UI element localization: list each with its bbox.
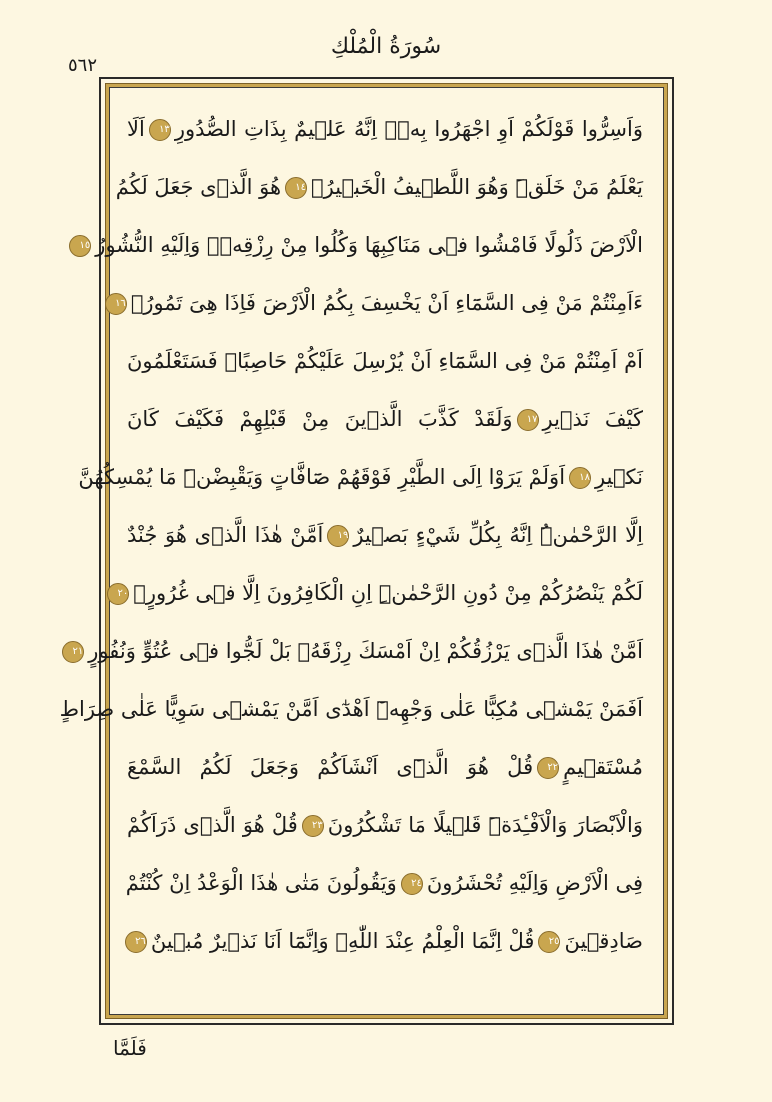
ayah-marker: ١٤ bbox=[285, 177, 307, 199]
text-line: وَالْاَبْصَارَ وَالْاَفْـِٔدَةَۜ قَلٖيلًا مَا تَشْكُرُونَ٢٣قُلْ هُوَ الَّذٖى ذَرَاَكُمْ bbox=[127, 813, 643, 837]
text-line: اَفَمَنْ يَمْشٖى مُكِبًّا عَلٰى وَجْهِهٖٓ اَهْدٰٓى اَمَّنْ يَمْشٖى سَوِيًّا عَلٰى صِرَاطٍ bbox=[59, 697, 643, 721]
page-number: ٥٦٢ bbox=[68, 55, 98, 76]
ayah-marker: ١٦ bbox=[105, 293, 127, 315]
text-line: كَيْفَ نَذٖيرِ١٧وَلَقَدْ كَذَّبَ الَّذٖينَ مِنْ قَبْلِهِمْ فَكَيْفَ كَانَ bbox=[127, 407, 643, 431]
text-line: اَمَّنْ هٰذَا الَّذٖى يَرْزُقُكُمْ اِنْ اَمْسَكَ رِزْقَهُۚ بَلْ لَجُّوا فٖى عُتُوٍّ وَنُفُورٍ٢١ bbox=[127, 622, 643, 680]
text-line: اِلَّا الرَّحْمٰنُۜ اِنَّهُ بِكُلِّ شَيْءٍ بَصٖيرٌ١٩اَمَّنْ هٰذَا الَّذٖى هُوَ جُنْدٌ bbox=[127, 523, 643, 547]
ayah-marker: ١٨ bbox=[569, 467, 591, 489]
ayah-marker: ٢١ bbox=[62, 641, 84, 663]
ayah-marker: ١٥ bbox=[69, 235, 91, 257]
text-line: نَكٖيرِ١٨اَوَلَمْ يَرَوْا اِلَى الطَّيْرِ فَوْقَهُمْ صَٓافَّاتٍ وَيَقْبِضْنَۜ مَا يُمْسِكُهُنَّ bbox=[78, 465, 643, 489]
ayah-marker: ١٩ bbox=[327, 525, 349, 547]
text-line: وَاَسِرُّوا قَوْلَكُمْ اَوِ اجْهَرُوا بِهٖۜ اِنَّهُ عَلٖيمٌ بِذَاتِ الصُّدُورِ١٣اَلَا bbox=[127, 117, 643, 141]
text-line: مُسْتَقٖيمٍ٢٢قُلْ هُوَ الَّذٖٓى اَنْشَاَكُمْ وَجَعَلَ لَكُمُ السَّمْعَ bbox=[127, 755, 643, 779]
ayah-marker: ١٧ bbox=[517, 409, 539, 431]
ayah-marker: ٢٤ bbox=[401, 873, 423, 895]
verse-text-block bbox=[59, 100, 643, 970]
ayah-marker: ٢٥ bbox=[538, 931, 560, 953]
text-line: يَعْلَمُ مَنْ خَلَقَۜ وَهُوَ اللَّطٖيفُ الْخَبٖيرُ۟١٤هُوَ الَّذٖى جَعَلَ لَكُمُ bbox=[115, 175, 643, 199]
text-line: اَمْ اَمِنْتُمْ مَنْ فِى السَّمَٓاءِ اَنْ يُرْسِلَ عَلَيْكُمْ حَاصِبًاۜ فَسَتَعْلَمُونَ bbox=[127, 349, 643, 373]
surah-title: سُورَةُ الْمُلْكِ bbox=[330, 34, 442, 59]
text-line: فِى الْاَرْضِ وَاِلَيْهِ تُحْشَرُونَ٢٤وَيَقُولُونَ مَتٰى هٰذَا الْوَعْدُ اِنْ كُنْتُمْ bbox=[125, 871, 643, 895]
text-line: لَكُمْ يَنْصُرُكُمْ مِنْ دُونِ الرَّحْمٰنِۜ اِنِ الْكَافِرُونَ اِلَّا فٖى غُرُورٍۚ٢٠ bbox=[127, 564, 643, 622]
text-line: صَادِقٖينَ٢٥قُلْ اِنَّمَا الْعِلْمُ عِنْدَ اللّٰهِۖ وَاِنَّمَٓا اَنَا نَذٖيرٌ مُبٖينٌ٢٦ bbox=[127, 912, 643, 970]
text-line: الْاَرْضَ ذَلُولًا فَامْشُوا فٖى مَنَاكِبِهَا وَكُلُوا مِنْ رِزْقِهٖۜ وَاِلَيْهِ النُّشُورُ١٥ bbox=[127, 216, 643, 274]
text-line: ءَاَمِنْتُمْ مَنْ فِى السَّمَٓاءِ اَنْ يَخْسِفَ بِكُمُ الْاَرْضَ فَاِذَا هِىَ تَمُورُۙ١٦ bbox=[127, 274, 643, 332]
ayah-marker: ١٣ bbox=[149, 119, 171, 141]
ayah-marker: ٢٠ bbox=[107, 583, 129, 605]
ayah-marker: ٢٣ bbox=[302, 815, 324, 837]
ayah-marker: ٢٢ bbox=[537, 757, 559, 779]
catchword: فَلَمَّا bbox=[113, 1036, 147, 1060]
ayah-marker: ٢٦ bbox=[125, 931, 147, 953]
